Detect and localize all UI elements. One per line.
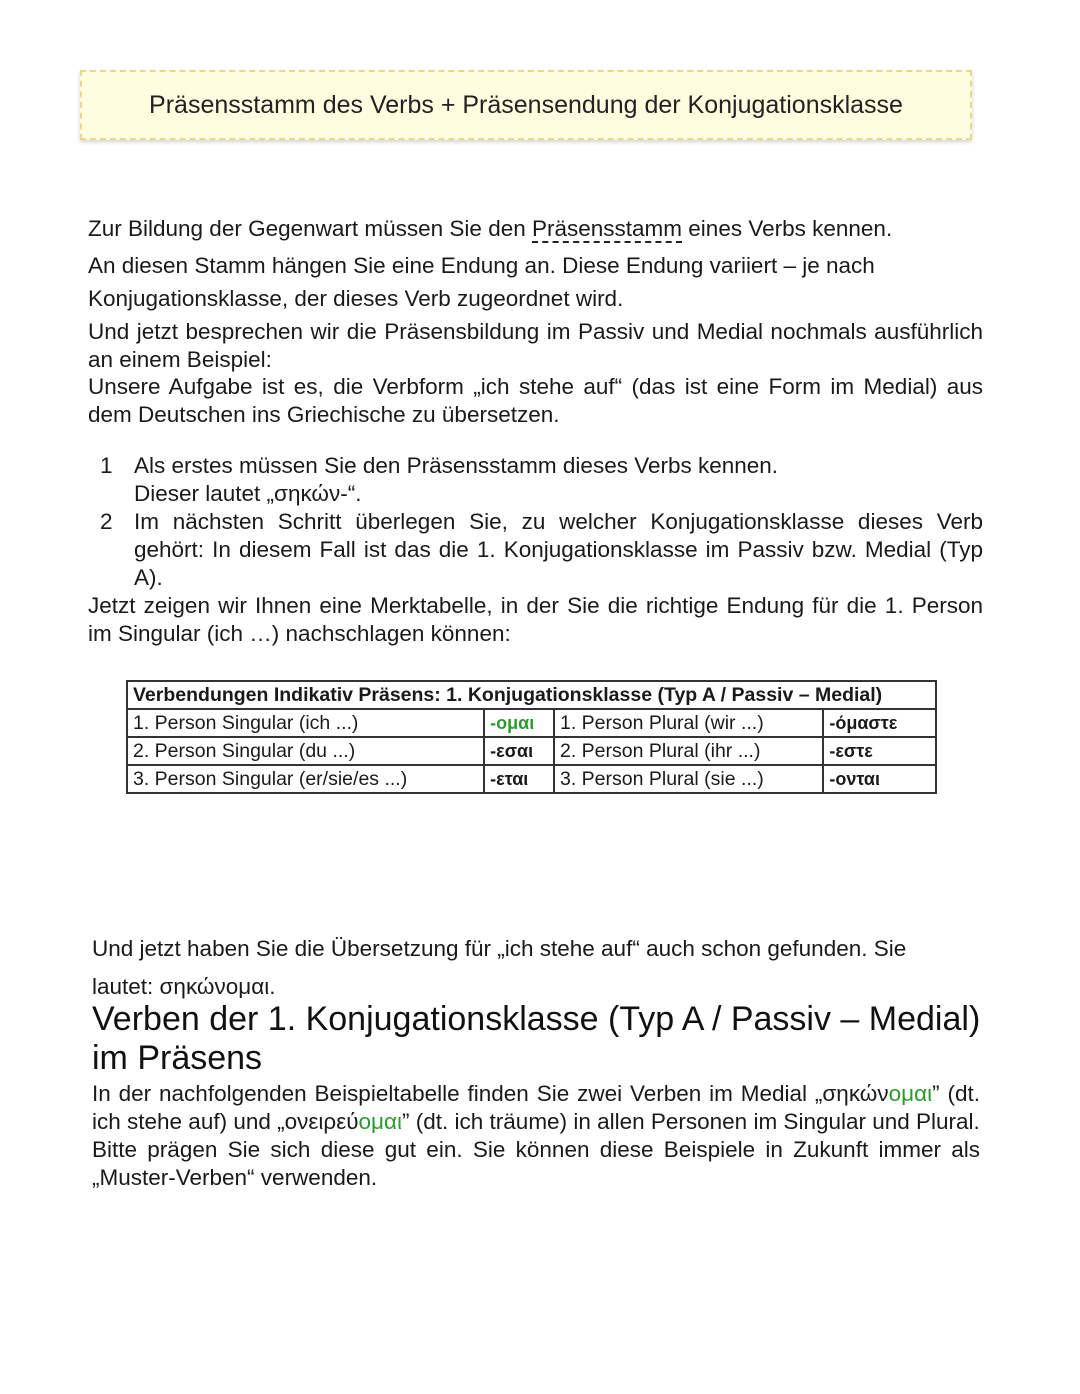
pl-ending-cell: -όμαστε	[823, 709, 936, 737]
passiv-intro	[88, 318, 983, 428]
table-row	[127, 737, 936, 765]
step-item	[100, 452, 983, 508]
sg-ending-cell: -εσαι	[484, 737, 554, 765]
pl-person-cell: 3. Person Plural (sie ...)	[554, 765, 823, 793]
intro-line-1	[88, 210, 983, 247]
step-text: Im nächsten Schritt überlegen Sie, zu welcher Konjugationsklasse dieses Verb gehört: In diesem Fall ist das die 1. Konjugationsklasse im Passiv bzw. Medial (Typ A).	[134, 509, 983, 590]
steps-list	[100, 452, 983, 592]
table-row	[127, 709, 936, 737]
result-line-1: Und jetzt haben Sie die Übersetzung für „ich stehe auf“ auch schon gefunden. Sie	[92, 936, 907, 961]
endings-table	[126, 680, 937, 794]
praesensstamm-term: Präsensstamm	[532, 216, 683, 241]
intro-paragraph	[88, 210, 983, 313]
final-text: ” (dt. ich stehe auf) und „ονειρεύ	[92, 1081, 980, 1134]
final-text: ” (dt. ich träume) in allen Personen im Singular und Plural.	[402, 1109, 980, 1134]
sg-ending-cell: -ομαι	[484, 709, 554, 737]
passiv-intro-p1: Und jetzt besprechen wir die Präsensbildung im Passiv und Medial nochmals ausführlich an einem Beispiel:	[88, 319, 983, 372]
result-paragraph	[92, 930, 982, 1007]
result-line-2: lautet: σηκώνομαι.	[92, 974, 276, 999]
table-intro: Jetzt zeigen wir Ihnen eine Merktabelle, in der Sie die richtige Endung für die 1. Person im Singular (ich …) nachschlagen können:	[88, 593, 983, 646]
sg-ending-cell: -εται	[484, 765, 554, 793]
intro-text: Zur Bildung der Gegenwart müssen Sie den	[88, 216, 532, 241]
final-p2: Bitte prägen Sie sich diese gut ein. Sie können diese Beispiele in Zukunft immer als „Muster-Verben“ verwenden.	[92, 1137, 980, 1190]
pl-ending-cell: -ονται	[823, 765, 936, 793]
sg-person-cell: 1. Person Singular (ich ...)	[127, 709, 484, 737]
step-number: 2	[100, 509, 113, 534]
ending-highlight: ομαι	[888, 1081, 933, 1106]
final-text: In der nachfolgenden Beispieltabelle finden Sie zwei Verben im Medial „σηκών	[92, 1081, 889, 1106]
intro-text: eines Verbs kennen.	[682, 216, 893, 241]
banner-title: Präsensstamm des Verbs + Präsensendung der Konjugationsklasse	[149, 90, 903, 119]
step-item	[100, 508, 983, 592]
intro-line-2: An diesen Stamm hängen Sie eine Endung an. Diese Endung variiert – je nach	[88, 253, 875, 278]
sg-person-cell: 3. Person Singular (er/sie/es ...)	[127, 765, 484, 793]
step-text: Als erstes müssen Sie den Präsensstamm dieses Verbs kennen.	[134, 453, 779, 478]
intro-line-3: Konjugationsklasse, der dieses Verb zugeordnet wird.	[88, 286, 624, 311]
section-heading: Verben der 1. Konjugationsklasse (Typ A / Passiv – Medial) im Präsens	[92, 1000, 981, 1077]
final-paragraph	[92, 1080, 980, 1192]
table-row	[127, 765, 936, 793]
step-number: 1	[100, 453, 113, 478]
sg-person-cell: 2. Person Singular (du ...)	[127, 737, 484, 765]
title-banner	[80, 70, 972, 140]
pl-person-cell: 2. Person Plural (ihr ...)	[554, 737, 823, 765]
pl-person-cell: 1. Person Plural (wir ...)	[554, 709, 823, 737]
passiv-intro-p2: Unsere Aufgabe ist es, die Verbform „ich stehe auf“ (das ist eine Form im Medial) aus dem Deutschen ins Griechische zu übersetzen.	[88, 374, 983, 427]
ending-highlight: ομαι	[358, 1109, 403, 1134]
step-text: Dieser lautet „σηκών-“.	[134, 481, 362, 506]
table-header: Verbendungen Indikativ Präsens: 1. Konjugationsklasse (Typ A / Passiv – Medial)	[127, 681, 936, 709]
final-p1	[92, 1080, 980, 1136]
pl-ending-cell: -εστε	[823, 737, 936, 765]
